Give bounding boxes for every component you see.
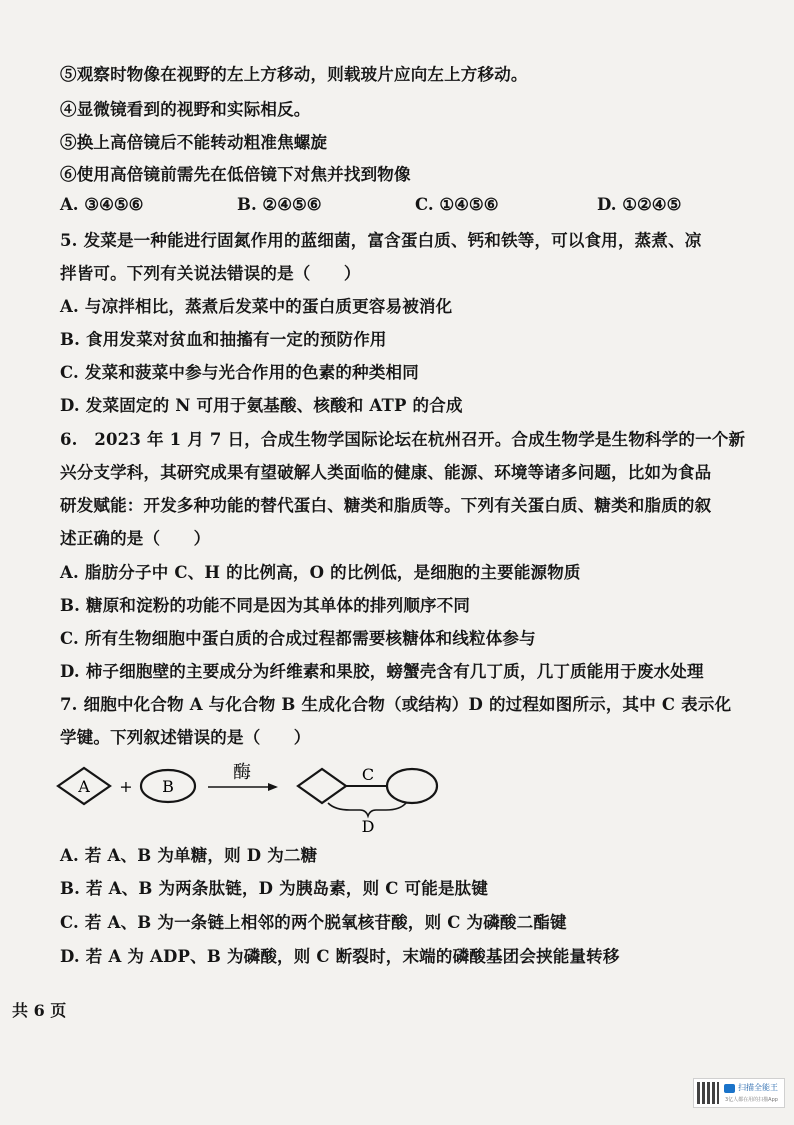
q7-option-c: C. 若 A、B 为一条链上相邻的两个脱氧核苷酸，则 C 为磷酸二酯键 <box>60 913 567 932</box>
reaction-diagram <box>50 758 450 838</box>
compound-d-brace <box>328 803 406 816</box>
q6-stem-line2: 兴分支学科，其研究成果有望破解人类面临的健康、能源、环境等诸多问题，比如为食品 <box>60 463 712 482</box>
compound-a-label: A <box>78 777 90 796</box>
qr-code-icon <box>697 1082 719 1104</box>
plus-sign: + <box>119 777 133 796</box>
q6-stem-line3: 研发赋能：开发多种功能的替代蛋白、糖类和脂质等。下列有关蛋白质、糖类和脂质的叙 <box>60 496 712 515</box>
scanner-subtitle: 3亿人都在用的扫描App <box>725 1097 778 1103</box>
page-count: 共 6 页 <box>12 1001 67 1020</box>
q5-stem-line1: 5. 发菜是一种能进行固氮作用的蓝细菌，富含蛋白质、钙和铁等，可以食用，蒸煮、凉 <box>60 231 702 250</box>
q5-stem-line2: 拌皆可。下列有关说法错误的是（ ） <box>60 264 361 283</box>
q4-statement-4: ④显微镜看到的视野和实际相反。 <box>60 100 311 119</box>
q7-option-b: B. 若 A、B 为两条肽链，D 为胰岛素，则 C 可能是肽键 <box>60 879 489 898</box>
q6-option-b: B. 糖原和淀粉的功能不同是因为其单体的排列顺序不同 <box>60 596 471 615</box>
reaction-arrow-head <box>268 783 278 791</box>
q6-stem-line1: 6. 2023 年 1 月 7 日，合成生物学国际论坛在杭州召开。合成生物学是生物科学的一个新 <box>60 430 746 449</box>
q4-statement-6: ⑥使用高倍镜前需先在低倍镜下对焦并找到物像 <box>60 165 411 184</box>
scanner-watermark <box>693 1078 785 1108</box>
q7-option-a: A. 若 A、B 为单糖，则 D 为二糖 <box>60 846 318 865</box>
q4-statement-5b: ⑤换上高倍镜后不能转动粗准焦螺旋 <box>60 133 328 152</box>
q4-statement-5: ⑤观察时物像在视野的左上方移动，则载玻片应向左上方移动。 <box>60 65 528 84</box>
q6-option-d: D. 柿子细胞壁的主要成分为纤维素和果胶，螃蟹壳含有几丁质，几丁质能用于废水处理 <box>60 662 704 681</box>
product-diamond <box>298 769 346 803</box>
q4-option-a: A. ③④⑤⑥ <box>60 195 144 214</box>
product-circle <box>387 769 437 803</box>
q5-option-c: C. 发菜和菠菜中参与光合作用的色素的种类相同 <box>60 363 419 382</box>
scanner-title: 扫描全能王 <box>738 1083 778 1092</box>
scanner-logo-icon <box>724 1084 735 1093</box>
q6-stem-line4: 述正确的是（ ） <box>60 529 211 548</box>
q4-options <box>60 195 750 219</box>
q4-option-c: C. ①④⑤⑥ <box>415 195 499 214</box>
compound-b-label: B <box>162 777 174 796</box>
compound-d-label: D <box>361 817 375 836</box>
q4-option-b: B. ②④⑤⑥ <box>237 195 322 214</box>
q5-option-d: D. 发菜固定的 N 可用于氨基酸、核酸和 ATP 的合成 <box>60 396 463 415</box>
q5-option-a: A. 与凉拌相比，蒸煮后发菜中的蛋白质更容易被消化 <box>60 297 453 316</box>
enzyme-label: 酶 <box>233 762 251 783</box>
q6-option-a: A. 脂肪分子中 C、H 的比例高，O 的比例低，是细胞的主要能源物质 <box>60 563 581 582</box>
q7-stem-line2: 学键。下列叙述错误的是（ ） <box>60 728 311 747</box>
q5-option-b: B. 食用发菜对贫血和抽搐有一定的预防作用 <box>60 330 387 349</box>
q6-option-c: C. 所有生物细胞中蛋白质的合成过程都需要核糖体和线粒体参与 <box>60 629 536 648</box>
q7-option-d: D. 若 A 为 ADP、B 为磷酸，则 C 断裂时，末端的磷酸基团会挟能量转移 <box>60 947 620 966</box>
q4-option-d: D. ①②④⑤ <box>597 195 682 214</box>
bond-c-label: C <box>361 765 375 784</box>
q7-stem-line1: 7. 细胞中化合物 A 与化合物 B 生成化合物（或结构）D 的过程如图所示，其中 C 表示化 <box>60 695 732 714</box>
